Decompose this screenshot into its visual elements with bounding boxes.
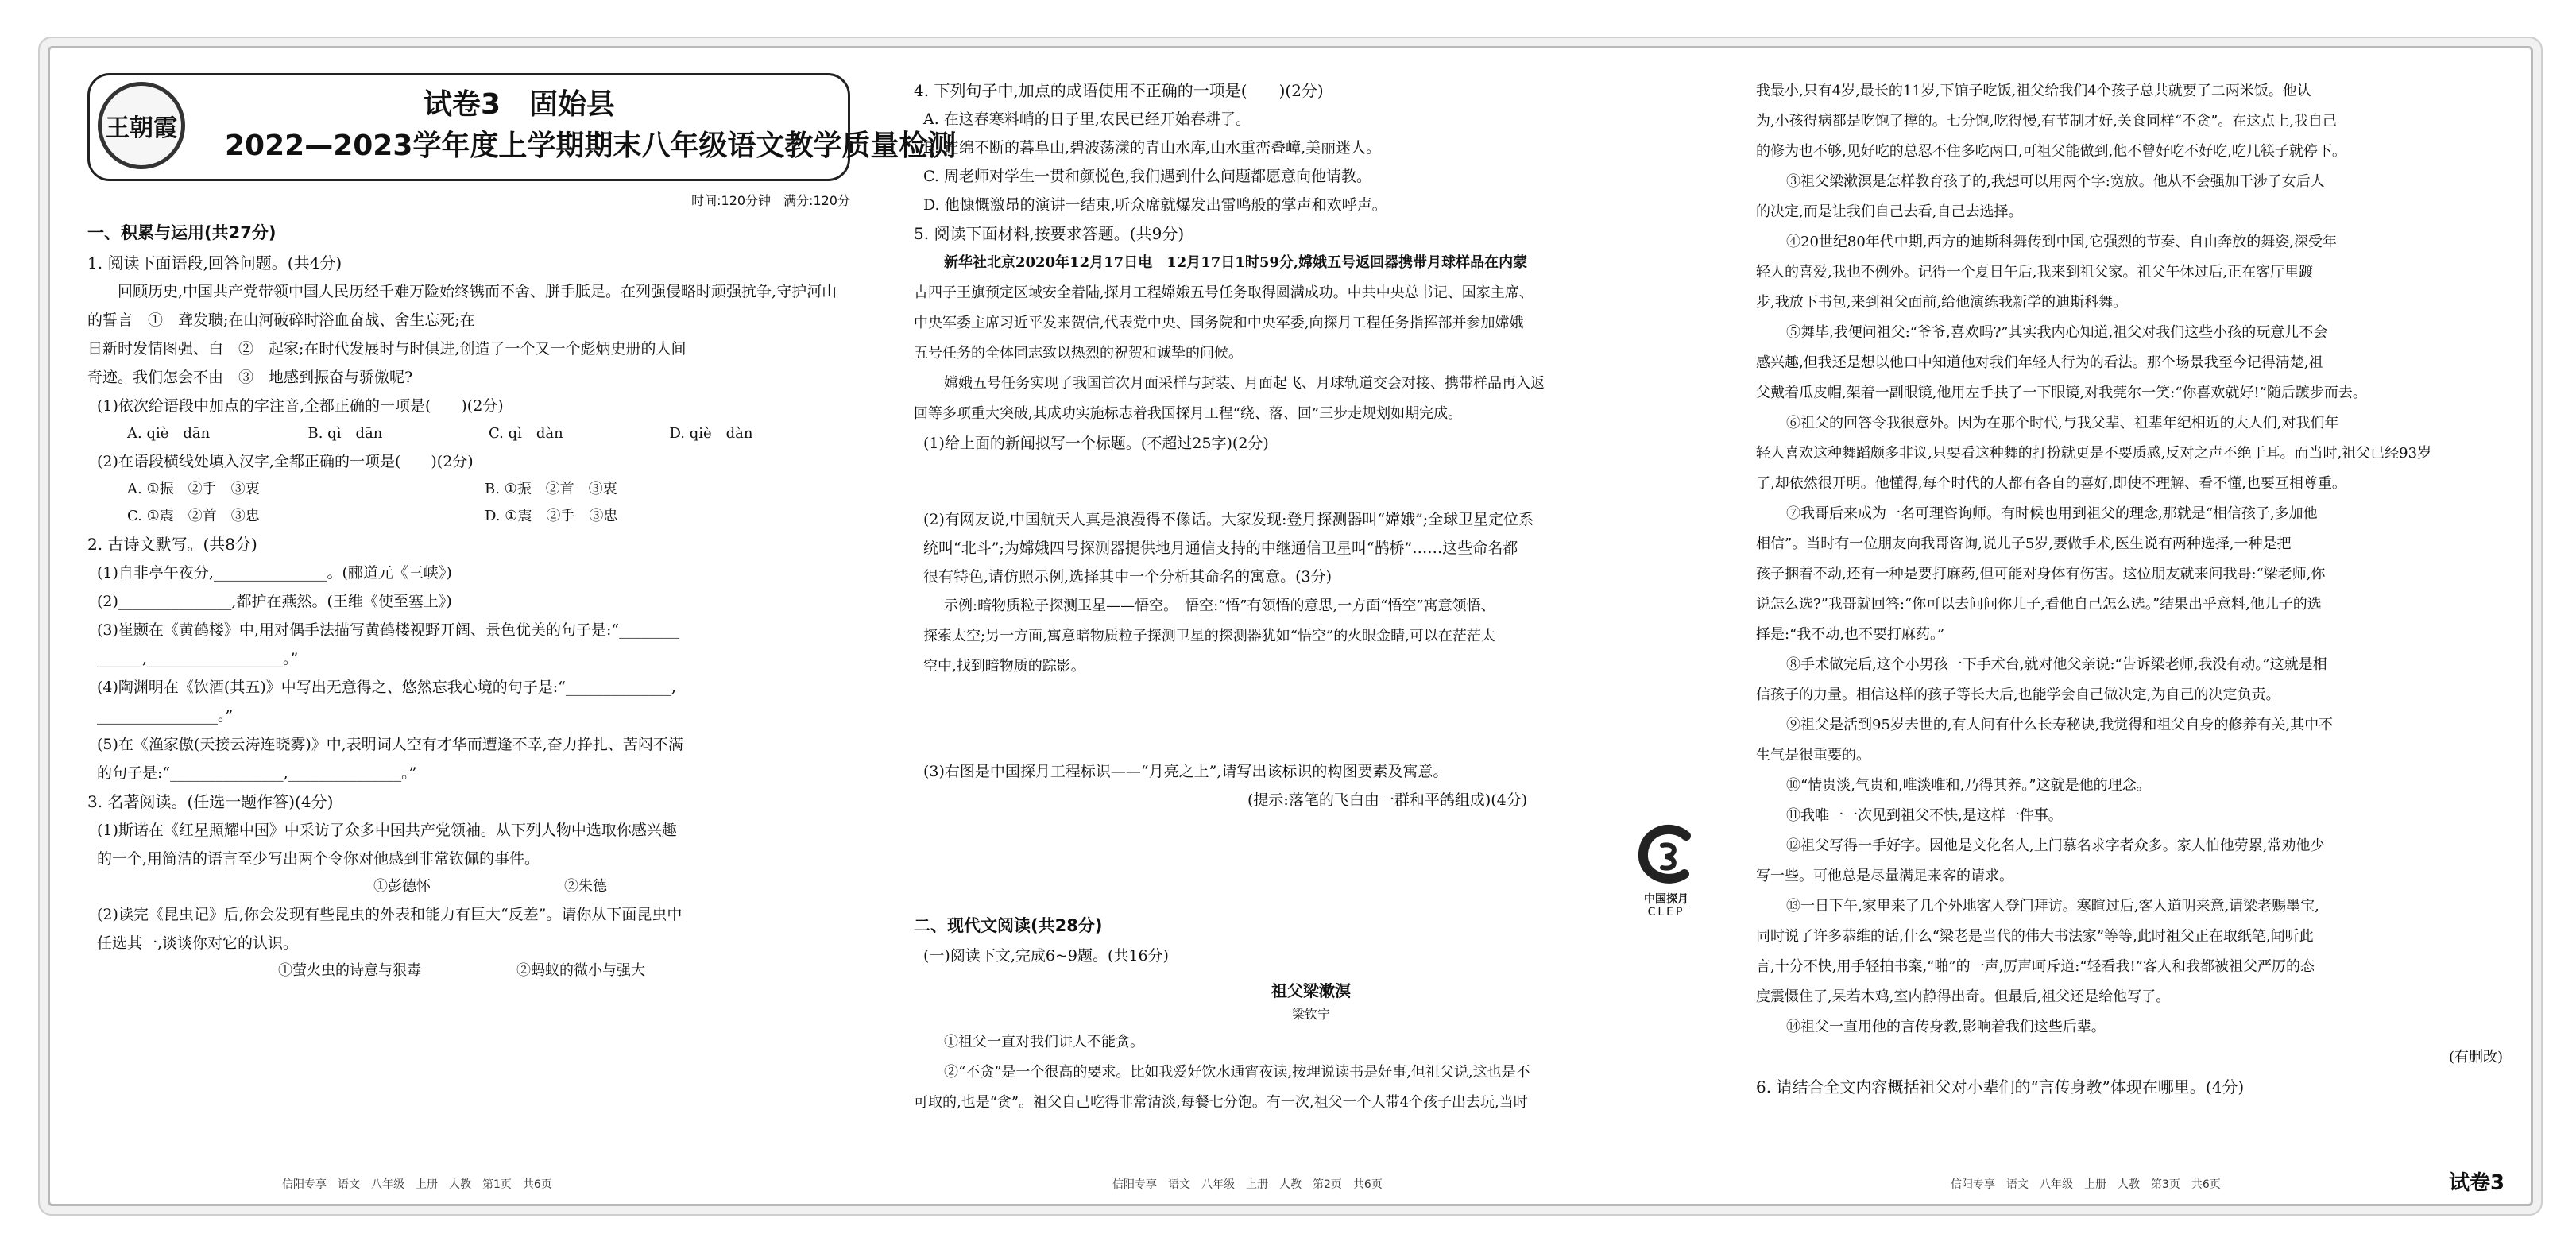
sub-question: (5)在《渔家傲(天接云涛连晓雾)》中,表明词人空有才华而遭逢不幸,奋力挣扎、苦闷不满 — [97, 736, 683, 753]
article-para: 的修为也不够,见好吃的总忍不住多吃两口,可祖父能做到,他不曾好吃不好吃,吃几筷子就停下。 — [1756, 143, 2346, 160]
option: D. 他慷慨激昂的演讲一结束,听众席就爆发出雷鸣般的掌声和欢呼声。 — [923, 196, 1387, 214]
question-5: 5. 阅读下面材料,按要求答题。(共9分) — [914, 224, 1185, 243]
sub-question: 的一个,用简洁的语言至少写出两个令你对他感到非常钦佩的事件。 — [97, 850, 540, 868]
passage-line: 日新时发情图强、白 ② 起家;在时代发展时与时俱进,创造了一个又一个彪炳史册的人间 — [87, 340, 687, 358]
question-4: 4. 下列句子中,加点的成语使用不正确的一项是( )(2分) — [914, 81, 1324, 100]
option: A. qiè dān — [127, 425, 211, 442]
option: B. qì dān — [307, 425, 383, 442]
column-1 — [87, 73, 957, 984]
article-para: ⑪我唯一一次见到祖父不快,是这样一件事。 — [1786, 807, 2063, 824]
article-para: 信孩子的力量。相信这样的孩子等长大后,也能学会自己做决定,为自己的决定负责。 — [1756, 687, 2280, 703]
sub-question: (2)_______________,都护在燕然。(王维《使至塞上》) — [97, 593, 452, 610]
news-line: 五号任务的全体同志致以热烈的祝贺和诚挚的问候。 — [914, 345, 1243, 362]
article-para: 写一些。可他总是尽量满足来客的请求。 — [1756, 868, 2013, 884]
news-line: 嫦娥五号任务实现了我国首次月面采样与封装、月面起飞、月球轨道交会对接、携带样品再入返 — [944, 375, 1545, 392]
option: ①萤火虫的诗意与狠毒 — [278, 962, 421, 979]
article-para: ⑬一日下午,家里来了几个外地客人登门拜访。寒暄过后,客人道明来意,请梁老赐墨宝, — [1786, 898, 2319, 915]
option: B. ①振 ②首 ③衷 — [485, 481, 617, 497]
edit-note: (有删改) — [2448, 1049, 2503, 1066]
sub-question: (2)在语段横线处填入汉字,全都正确的一项是( )(2分) — [97, 453, 474, 470]
article-para: ⑦我哥后来成为一名可理咨询师。有时候也用到祖父的理念,那就是“相信孩子,多加他 — [1786, 505, 2318, 522]
sub-section: (一)阅读下文,完成6~9题。(共16分) — [923, 947, 1169, 965]
article-para: ⑧手术做完后,这个小男孩一下手术台,就对他父亲说:“告诉梁老师,我没有动。”这就是相 — [1786, 656, 2327, 673]
option: C. ①震 ②首 ③忠 — [127, 508, 260, 524]
article-para: ⑨祖父是活到95岁去世的,有人问有什么长寿秘诀,我觉得和祖父自身的修养有关,其中不 — [1786, 717, 2334, 733]
news-line: 回等多项重大突破,其成功实施标志着我国探月工程“绕、落、回”三步走规划如期完成。 — [914, 405, 1463, 422]
answer-space — [914, 814, 1708, 902]
article-para: 生气是很重要的。 — [1756, 747, 1870, 764]
article-para: ⑤舞毕,我便问祖父:“爷爷,喜欢吗?”其实我内心知道,祖父对我们这些小孩的玩意儿不会 — [1786, 324, 2328, 341]
page-footer: 信阳专享 语文 八年级 上册 人教 第3页 共6页 — [1951, 1178, 2221, 1191]
page-footer: 信阳专享 语文 八年级 上册 人教 第2页 共6页 — [1112, 1178, 1383, 1191]
question-6: 6. 请结合全文内容概括祖父对小辈们的“言传身教”体现在哪里。(4分) — [1756, 1077, 2245, 1096]
option: ①彭德怀 — [373, 878, 431, 895]
article-para: 的决定,而是让我们自己去看,自己去选择。 — [1756, 203, 2023, 220]
article-para: 了,却依然很开明。他懂得,每个时代的人都有各自的喜好,即使不理解、看不懂,也要互相尊重。 — [1756, 475, 2346, 492]
article-para: ⑭祖父一直用他的言传身教,影响着我们这些后辈。 — [1786, 1019, 2106, 1035]
question-3: 3. 名著阅读。(任选一题作答)(4分) — [87, 792, 334, 811]
choice-options — [87, 503, 850, 530]
article-title: 祖父梁漱溟 — [1271, 981, 1351, 1000]
option: ②朱德 — [564, 878, 607, 895]
option: C. 周老师对学生一贯和颜悦色,我们遇到什么问题都愿意向他请教。 — [923, 168, 1371, 185]
article-para: ③祖父梁漱溟是怎样教育孩子的,我想可以用两个字:宽放。他从不会强加干涉子女后人 — [1786, 173, 2325, 190]
choice-options — [87, 957, 850, 984]
article-para: ④20世纪80年代中期,西方的迪斯科舞传到中国,它强烈的节奏、自由奔放的舞姿,深受年 — [1786, 234, 2337, 250]
page-footer: 信阳专享 语文 八年级 上册 人教 第1页 共6页 — [282, 1178, 552, 1191]
exam-main-title: 2022—2023学年度上学期期末八年级语文教学质量检测 — [225, 130, 957, 162]
section-heading: 二、现代文阅读(共28分) — [914, 916, 1103, 935]
sub-question: (1)斯诺在《红星照耀中国》中采访了众多中国共产党领袖。从下列人物中选取你感兴趣 — [97, 822, 677, 839]
sub-question: (1)自非亭午夜分,_______________。(郦道元《三峡》) — [97, 564, 452, 582]
sub-question: (3)右图是中国探月工程标识——“月亮之上”,请写出该标识的构图要素及寓意。 — [923, 763, 1449, 780]
answer-space — [914, 682, 1708, 757]
sub-question: (4)陶渊明在《饮酒(其五)》中写出无意得之、悠然忘我心境的句子是:“______________, — [97, 679, 676, 696]
choice-options — [87, 476, 850, 503]
question-1: 1. 阅读下面语段,回答问题。(共4分) — [87, 253, 342, 273]
exam-tag: 试卷3 — [2449, 1171, 2505, 1195]
option: B. 连绵不断的暮阜山,碧波荡漾的青山水库,山水重峦叠嶂,美丽迷人。 — [923, 139, 1382, 157]
moon-brush-icon — [1630, 818, 1702, 890]
publisher-logo: 王朝霞 — [98, 82, 185, 169]
answer-line: ________________。” — [97, 707, 234, 725]
sub-question: (3)崔颢在《黄鹤楼》中,用对偶手法描写黄鹤楼视野开阔、景色优美的句子是:“________ — [97, 621, 680, 639]
sub-question: 统叫“北斗”;为嫦娥四号探测器提供地月通信支持的中继通信卫星叫“鹊桥”……这些命名都 — [923, 540, 1518, 557]
exam-meta: 时间:120分钟 满分:120分 — [691, 193, 850, 208]
answer-line: ______,__________________。” — [97, 650, 299, 667]
section-heading: 一、积累与运用(共27分) — [87, 223, 277, 242]
news-line: 古四子王旗预定区域安全着陆,探月工程嫦娥五号任务取得圆满成功。中共中央总书记、国家主席、 — [914, 284, 1534, 301]
article-para: 轻人的喜爱,我也不例外。记得一个夏日午后,我来到祖父家。祖父午休过后,正在客厅里踱 — [1756, 264, 2314, 280]
article-para: 言,十分不快,用手轻拍书案,“啪”的一声,厉声呵斥道:“轻看我!”客人和我都被祖父严厉的态 — [1756, 958, 2315, 975]
passage-line: 回顾历史,中国共产党带领中国人民历经千难万险始终镌而不舍、胼手胝足。在列强侵略时顽强抗争,守护河山的誓言 ① 聋发聩;在山河破碎时浴血奋战、舍生忘死;在 — [87, 283, 837, 329]
column-2 — [914, 76, 1708, 1118]
column-3 — [1756, 76, 2503, 1101]
answer-line: 的句子是:“_______________,_______________。” — [97, 764, 417, 782]
sub-question: (2)读完《昆虫记》后,你会发现有些昆虫的外表和能力有巨大“反差”。请你从下面昆虫中 — [97, 906, 683, 923]
exam-number-title: 试卷3 固始县 — [424, 88, 616, 121]
clep-logo: 中国探月 CLEP — [1630, 818, 1702, 919]
example-line: 空中,找到暗物质的踪影。 — [923, 658, 1085, 675]
article-author: 梁钦宁 — [1291, 1007, 1330, 1022]
article-para: 可取的,也是“贪”。祖父自己吃得非常清淡,每餐七分饱。有一次,祖父一个人带4个孩子出去玩,当时 — [914, 1094, 1528, 1111]
article-para: 我最小,只有4岁,最长的11岁,下馆子吃饭,祖父给我们4个孩子总共就要了二两米饭。他认 — [1756, 83, 2311, 99]
news-line: 中央军委主席习近平发来贺信,代表党中央、国务院和中央军委,向探月工程任务指挥部并参加嫦娥 — [914, 315, 1524, 331]
article-para: 轻人喜欢这种舞蹈颇多非议,只要看这种舞的打扮就更是不要质感,反对之声不绝于耳。而当时,祖父已经93岁 — [1756, 445, 2432, 462]
article-para: ①祖父一直对我们讲人不能贪。 — [944, 1034, 1144, 1050]
choice-options — [87, 873, 850, 900]
article-para: 为,小孩得病都是吃饱了撑的。七分饱,吃得慢,有节制才好,关食同样“不贪”。在这点上,我自己 — [1756, 113, 2338, 130]
article-para: 择是:“我不动,也不要打麻药。” — [1756, 626, 1945, 643]
sub-question: 任选其一,谈谈你对它的认识。 — [97, 934, 299, 952]
article-para: 度震慑住了,呆若木鸡,室内静得出奇。但最后,祖父还是给他写了。 — [1756, 988, 2171, 1005]
article-para: 说怎么选?”我哥就回答:“你可以去问问你儿子,看他自己怎么选。”结果出乎意料,他儿子的选 — [1756, 596, 2322, 613]
choice-options — [87, 420, 850, 447]
sub-question: (2)有网友说,中国航天人真是浪漫得不像话。大家发现:登月探测器叫“嫦娥”;全球卫星定位系 — [923, 511, 1534, 528]
article-para: ②“不贪”是一个很高的要求。比如我爱好饮水通宵夜读,按理说读书是好事,但祖父说,这也是不 — [944, 1064, 1530, 1081]
article-para: 父戴着瓜皮帽,架着一副眼镜,他用左手扶了一下眼镜,对我莞尔一笑:“你喜欢就好!”随后踱步而去。 — [1756, 385, 2367, 401]
sub-question: 很有特色,请仿照示例,选择其中一个分析其命名的寓意。(3分) — [923, 568, 1332, 586]
article-para: 步,我放下书包,来到祖父面前,给他演练我新学的迪斯科舞。 — [1756, 294, 2128, 311]
article-para: 相信”。当时有一位朋友向我哥咨询,说儿子5岁,要做手术,医生说有两种选择,一种是把 — [1756, 536, 2292, 552]
option: D. ①震 ②手 ③忠 — [485, 508, 618, 524]
sub-question: (1)依次给语段中加点的字注音,全都正确的一项是( )(2分) — [97, 397, 504, 415]
sub-question: (1)给上面的新闻拟写一个标题。(不超过25字)(2分) — [923, 435, 1269, 452]
answer-space — [914, 458, 1708, 505]
option: C. qì dàn — [489, 425, 563, 442]
question-2: 2. 古诗文默写。(共8分) — [87, 535, 257, 554]
option: D. qiè dàn — [669, 425, 753, 442]
hint-line: (提示:落笔的飞白由一群和平鸽组成)(4分) — [1247, 791, 1528, 809]
example-line: 示例:暗物质粒子探测卫星——悟空。 悟空:“悟”有领悟的意思,一方面“悟空”寓意领悟、 — [944, 598, 1495, 614]
option: A. ①振 ②手 ③衷 — [127, 481, 260, 497]
article-para: ⑩“情贵淡,气贵和,唯淡唯和,乃得其养。”这就是他的理念。 — [1786, 777, 2151, 794]
news-line: 新华社北京2020年12月17日电 12月17日1时59分,嫦娥五号返回器携带月球样品在内蒙 — [944, 254, 1528, 271]
exam-header — [87, 73, 957, 181]
example-line: 探索太空;另一方面,寓意暗物质粒子探测卫星的探测器犹如“悟空”的火眼金睛,可以在茫茫太 — [923, 628, 1495, 644]
option: ②蚂蚁的微小与强大 — [516, 962, 645, 979]
article-para: ⑥祖父的回答令我很意外。因为在那个时代,与我父辈、祖辈年纪相近的大人们,对我们年 — [1786, 415, 2339, 431]
article-para: 感兴趣,但我还是想以他口中知道他对我们年轻人行为的看法。那个场景我至今记得清楚,祖 — [1756, 354, 2323, 371]
article-para: ⑫祖父写得一手好字。因他是文化名人,上门慕名求字者众多。家人怕他劳累,常劝他少 — [1786, 837, 2325, 854]
article-para: 同时说了许多恭维的话,什么“梁老是当代的伟大书法家”等等,此时祖父正在取纸笔,闻听此 — [1756, 928, 2314, 945]
passage-line: 奇迹。我们怎会不由 ③ 地感到振奋与骄傲呢? — [87, 369, 413, 386]
article-para: 孩子捆着不动,还有一种是要打麻药,但可能对身体有伤害。这位朋友就来问我哥:“梁老师,你 — [1756, 566, 2326, 582]
option: A. 在这春寒料峭的日子里,农民已经开始春耕了。 — [923, 110, 1251, 128]
